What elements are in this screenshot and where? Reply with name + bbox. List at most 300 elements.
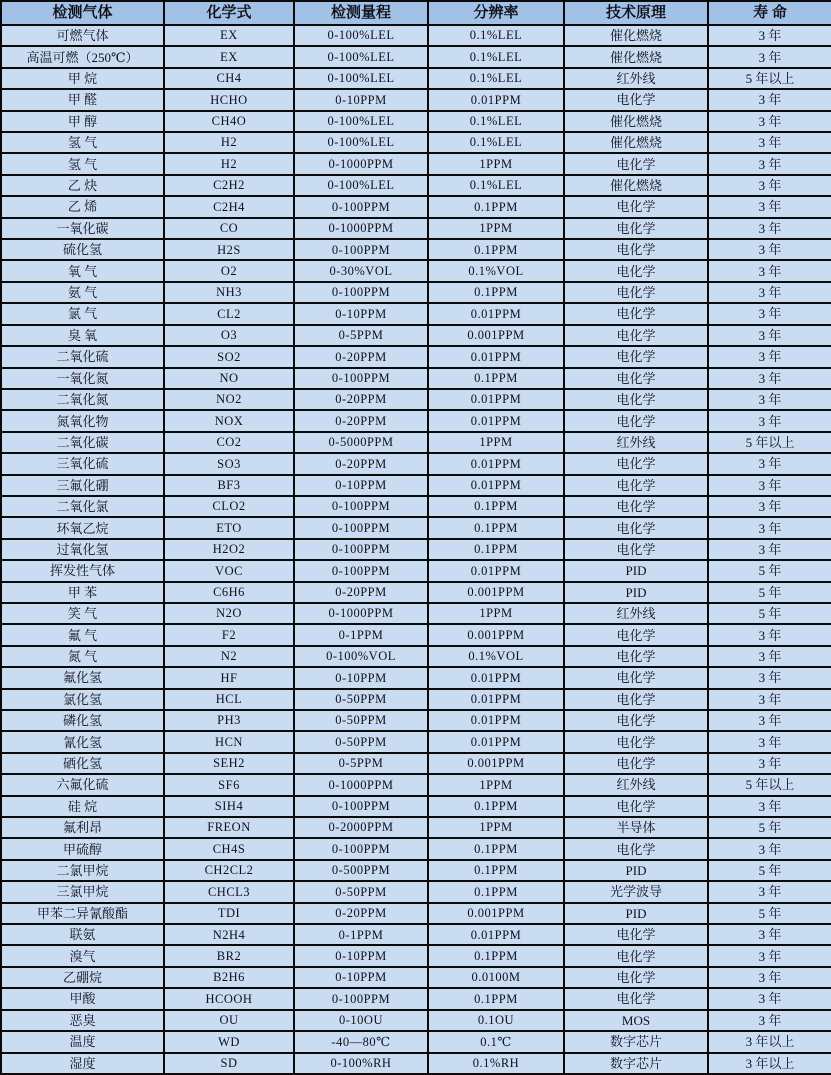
cell-gas-name: 氮 气 [1, 646, 164, 667]
table-row [1, 560, 831, 581]
cell-chemical-formula: CO2 [164, 432, 294, 453]
cell-resolution: 0.1%LEL [428, 175, 564, 196]
cell-detection-range: 0-100PPM [294, 368, 428, 389]
cell-technology: 电化学 [564, 89, 708, 110]
table-row [1, 838, 831, 859]
cell-chemical-formula: EX [164, 25, 294, 46]
cell-gas-name: 三氯甲烷 [1, 881, 164, 902]
cell-lifespan: 3 年以上 [708, 1031, 831, 1052]
cell-gas-name: 硫化氢 [1, 239, 164, 260]
cell-resolution: 0.01PPM [428, 710, 564, 731]
cell-gas-name: 氰化氢 [1, 731, 164, 752]
cell-chemical-formula: SF6 [164, 774, 294, 795]
cell-lifespan: 3 年 [708, 282, 831, 303]
table-row [1, 389, 831, 410]
cell-detection-range: 0-10PPM [294, 303, 428, 324]
cell-resolution: 0.1%RH [428, 1053, 564, 1075]
cell-detection-range: 0-10PPM [294, 667, 428, 688]
cell-chemical-formula: C6H6 [164, 582, 294, 603]
cell-chemical-formula: H2O2 [164, 539, 294, 560]
cell-detection-range: 0-20PPM [294, 410, 428, 431]
cell-detection-range: 0-100%LEL [294, 68, 428, 89]
cell-resolution: 0.1PPM [428, 881, 564, 902]
table-row [1, 753, 831, 774]
cell-lifespan: 3 年 [708, 218, 831, 239]
cell-chemical-formula: PH3 [164, 710, 294, 731]
cell-lifespan: 3 年 [708, 689, 831, 710]
cell-detection-range: 0-100PPM [294, 496, 428, 517]
cell-gas-name: 氢 气 [1, 153, 164, 174]
cell-resolution: 0.01PPM [428, 453, 564, 474]
cell-resolution: 0.01PPM [428, 346, 564, 367]
cell-lifespan: 3 年 [708, 838, 831, 859]
cell-lifespan: 3 年 [708, 303, 831, 324]
cell-technology: 电化学 [564, 239, 708, 260]
cell-detection-range: 0-1000PPM [294, 218, 428, 239]
cell-chemical-formula: NO [164, 368, 294, 389]
cell-detection-range: 0-100%LEL [294, 111, 428, 132]
cell-detection-range: 0-100%LEL [294, 46, 428, 67]
cell-detection-range: 0-100%LEL [294, 25, 428, 46]
cell-resolution: 0.1%LEL [428, 68, 564, 89]
cell-gas-name: 氯化氢 [1, 689, 164, 710]
cell-detection-range: 0-10PPM [294, 967, 428, 988]
cell-technology: 电化学 [564, 389, 708, 410]
cell-gas-name: 磷化氢 [1, 710, 164, 731]
cell-resolution: 1PPM [428, 603, 564, 624]
cell-gas-name: 二氧化碳 [1, 432, 164, 453]
cell-lifespan: 3 年 [708, 453, 831, 474]
cell-resolution: 0.1PPM [428, 796, 564, 817]
cell-detection-range: 0-50PPM [294, 881, 428, 902]
cell-chemical-formula: SD [164, 1053, 294, 1075]
cell-detection-range: 0-1PPM [294, 924, 428, 945]
cell-chemical-formula: ETO [164, 517, 294, 538]
cell-technology: 电化学 [564, 796, 708, 817]
cell-lifespan: 5 年以上 [708, 774, 831, 795]
table-row [1, 260, 831, 281]
cell-chemical-formula: C2H4 [164, 196, 294, 217]
cell-gas-name: 甲 醇 [1, 111, 164, 132]
cell-lifespan: 3 年 [708, 346, 831, 367]
cell-resolution: 0.1PPM [428, 988, 564, 1009]
cell-resolution: 1PPM [428, 432, 564, 453]
cell-lifespan: 5 年 [708, 603, 831, 624]
cell-resolution: 0.1OU [428, 1010, 564, 1031]
table-row [1, 517, 831, 538]
cell-detection-range: 0-20PPM [294, 582, 428, 603]
cell-chemical-formula: CLO2 [164, 496, 294, 517]
cell-resolution: 0.001PPM [428, 582, 564, 603]
cell-technology: 红外线 [564, 432, 708, 453]
cell-detection-range: 0-30%VOL [294, 260, 428, 281]
cell-resolution: 0.01PPM [428, 731, 564, 752]
cell-detection-range: 0-500PPM [294, 860, 428, 881]
cell-technology: MOS [564, 1010, 708, 1031]
cell-chemical-formula: FREON [164, 817, 294, 838]
cell-resolution: 0.1PPM [428, 838, 564, 859]
cell-chemical-formula: HCL [164, 689, 294, 710]
table-row [1, 903, 831, 924]
cell-gas-name: 二氧化氮 [1, 389, 164, 410]
cell-lifespan: 3 年 [708, 753, 831, 774]
cell-technology: 光学波导 [564, 881, 708, 902]
table-row [1, 1010, 831, 1031]
cell-chemical-formula: C2H2 [164, 175, 294, 196]
cell-resolution: 0.01PPM [428, 667, 564, 688]
cell-chemical-formula: EX [164, 46, 294, 67]
cell-technology: 电化学 [564, 303, 708, 324]
table-row [1, 132, 831, 153]
table-row [1, 539, 831, 560]
cell-resolution: 0.1%VOL [428, 260, 564, 281]
cell-technology: 电化学 [564, 988, 708, 1009]
cell-chemical-formula: CH4 [164, 68, 294, 89]
cell-gas-name: 一氧化碳 [1, 218, 164, 239]
table-row [1, 453, 831, 474]
cell-chemical-formula: HCOOH [164, 988, 294, 1009]
table-row [1, 475, 831, 496]
cell-gas-name: 甲 苯 [1, 582, 164, 603]
cell-detection-range: 0-100PPM [294, 838, 428, 859]
cell-detection-range: 0-10PPM [294, 945, 428, 966]
table-row [1, 774, 831, 795]
cell-technology: 电化学 [564, 646, 708, 667]
cell-gas-name: 联氨 [1, 924, 164, 945]
cell-chemical-formula: TDI [164, 903, 294, 924]
cell-chemical-formula: O3 [164, 325, 294, 346]
cell-technology: PID [564, 582, 708, 603]
cell-technology: 电化学 [564, 153, 708, 174]
cell-technology: 电化学 [564, 346, 708, 367]
cell-resolution: 0.1PPM [428, 239, 564, 260]
cell-lifespan: 3 年 [708, 325, 831, 346]
cell-chemical-formula: B2H6 [164, 967, 294, 988]
cell-technology: 电化学 [564, 218, 708, 239]
cell-lifespan: 3 年 [708, 46, 831, 67]
cell-detection-range: 0-10OU [294, 1010, 428, 1031]
cell-resolution: 0.1%LEL [428, 132, 564, 153]
cell-gas-name: 高温可燃（250℃） [1, 46, 164, 67]
cell-resolution: 0.1PPM [428, 496, 564, 517]
cell-detection-range: 0-50PPM [294, 731, 428, 752]
cell-technology: 电化学 [564, 624, 708, 645]
cell-resolution: 0.001PPM [428, 624, 564, 645]
column-header-range: 检测量程 [294, 1, 428, 25]
table-row [1, 410, 831, 431]
cell-chemical-formula: VOC [164, 560, 294, 581]
table-row [1, 624, 831, 645]
cell-chemical-formula: H2 [164, 132, 294, 153]
column-header-lifespan: 寿 命 [708, 1, 831, 25]
cell-technology: 催化燃烧 [564, 111, 708, 132]
cell-technology: 电化学 [564, 710, 708, 731]
table-row [1, 46, 831, 67]
cell-gas-name: 臭 氧 [1, 325, 164, 346]
table-row [1, 196, 831, 217]
table-row [1, 1, 831, 25]
cell-detection-range: 0-100PPM [294, 239, 428, 260]
cell-detection-range: 0-2000PPM [294, 817, 428, 838]
cell-lifespan: 5 年 [708, 903, 831, 924]
cell-technology: 数字芯片 [564, 1031, 708, 1052]
cell-chemical-formula: BR2 [164, 945, 294, 966]
cell-technology: PID [564, 903, 708, 924]
cell-chemical-formula: F2 [164, 624, 294, 645]
cell-detection-range: 0-20PPM [294, 453, 428, 474]
cell-lifespan: 3 年 [708, 539, 831, 560]
cell-resolution: 1PPM [428, 153, 564, 174]
cell-detection-range: 0-100PPM [294, 560, 428, 581]
table-row [1, 496, 831, 517]
cell-chemical-formula: WD [164, 1031, 294, 1052]
cell-detection-range: 0-100%RH [294, 1053, 428, 1075]
cell-gas-name: 氟化氢 [1, 667, 164, 688]
cell-chemical-formula: CH4O [164, 111, 294, 132]
cell-resolution: 0.001PPM [428, 903, 564, 924]
table-row [1, 646, 831, 667]
table-row [1, 325, 831, 346]
table-row [1, 111, 831, 132]
cell-detection-range: 0-1000PPM [294, 153, 428, 174]
cell-gas-name: 可燃气体 [1, 25, 164, 46]
cell-detection-range: 0-100PPM [294, 517, 428, 538]
cell-technology: 电化学 [564, 475, 708, 496]
cell-resolution: 0.01PPM [428, 924, 564, 945]
cell-gas-name: 恶臭 [1, 1010, 164, 1031]
cell-gas-name: 二氯甲烷 [1, 860, 164, 881]
cell-gas-name: 温度 [1, 1031, 164, 1052]
cell-gas-name: 甲硫醇 [1, 838, 164, 859]
cell-chemical-formula: OU [164, 1010, 294, 1031]
cell-lifespan: 5 年以上 [708, 68, 831, 89]
cell-gas-name: 甲酸 [1, 988, 164, 1009]
cell-technology: 电化学 [564, 282, 708, 303]
table-row [1, 817, 831, 838]
cell-gas-name: 笑 气 [1, 603, 164, 624]
cell-technology: 催化燃烧 [564, 46, 708, 67]
cell-resolution: 0.1PPM [428, 945, 564, 966]
cell-detection-range: 0-20PPM [294, 903, 428, 924]
column-header-resolution: 分辨率 [428, 1, 564, 25]
cell-detection-range: 0-100PPM [294, 539, 428, 560]
cell-detection-range: 0-100%VOL [294, 646, 428, 667]
cell-resolution: 0.1%LEL [428, 111, 564, 132]
table-row [1, 153, 831, 174]
cell-technology: 电化学 [564, 753, 708, 774]
cell-chemical-formula: HCN [164, 731, 294, 752]
cell-technology: PID [564, 560, 708, 581]
cell-gas-name: 三氧化硫 [1, 453, 164, 474]
cell-detection-range: 0-20PPM [294, 346, 428, 367]
cell-technology: 电化学 [564, 453, 708, 474]
cell-gas-name: 二氧化硫 [1, 346, 164, 367]
cell-lifespan: 3 年 [708, 496, 831, 517]
table-row [1, 1053, 831, 1075]
cell-gas-name: 氨 气 [1, 282, 164, 303]
cell-detection-range: 0-100PPM [294, 282, 428, 303]
cell-technology: 电化学 [564, 496, 708, 517]
table-row [1, 239, 831, 260]
cell-detection-range: 0-10PPM [294, 89, 428, 110]
cell-lifespan: 3 年 [708, 624, 831, 645]
cell-lifespan: 5 年 [708, 560, 831, 581]
cell-gas-name: 湿度 [1, 1053, 164, 1075]
cell-technology: 电化学 [564, 410, 708, 431]
cell-resolution: 0.1PPM [428, 860, 564, 881]
cell-lifespan: 3 年 [708, 881, 831, 902]
cell-gas-name: 氟 气 [1, 624, 164, 645]
cell-chemical-formula: CHCL3 [164, 881, 294, 902]
cell-technology: 电化学 [564, 731, 708, 752]
cell-resolution: 0.01PPM [428, 475, 564, 496]
cell-chemical-formula: N2 [164, 646, 294, 667]
cell-technology: 电化学 [564, 967, 708, 988]
cell-resolution: 1PPM [428, 774, 564, 795]
cell-resolution: 1PPM [428, 817, 564, 838]
table-row [1, 346, 831, 367]
cell-lifespan: 3 年 [708, 945, 831, 966]
cell-technology: 催化燃烧 [564, 175, 708, 196]
cell-chemical-formula: HCHO [164, 89, 294, 110]
cell-chemical-formula: NH3 [164, 282, 294, 303]
cell-technology: 电化学 [564, 260, 708, 281]
cell-detection-range: 0-10PPM [294, 475, 428, 496]
cell-gas-name: 过氧化氢 [1, 539, 164, 560]
cell-technology: PID [564, 860, 708, 881]
cell-resolution: 0.1PPM [428, 282, 564, 303]
cell-lifespan: 3 年以上 [708, 1053, 831, 1075]
cell-technology: 电化学 [564, 517, 708, 538]
cell-technology: 电化学 [564, 838, 708, 859]
cell-lifespan: 3 年 [708, 368, 831, 389]
cell-lifespan: 3 年 [708, 132, 831, 153]
cell-chemical-formula: N2O [164, 603, 294, 624]
column-header-formula: 化学式 [164, 1, 294, 25]
cell-technology: 电化学 [564, 196, 708, 217]
cell-resolution: 0.01PPM [428, 410, 564, 431]
cell-chemical-formula: NO2 [164, 389, 294, 410]
cell-resolution: 0.0100M [428, 967, 564, 988]
table-row [1, 218, 831, 239]
cell-gas-name: 硅 烷 [1, 796, 164, 817]
cell-technology: 催化燃烧 [564, 132, 708, 153]
cell-detection-range: 0-50PPM [294, 710, 428, 731]
table-row [1, 667, 831, 688]
cell-chemical-formula: CH2CL2 [164, 860, 294, 881]
cell-chemical-formula: H2 [164, 153, 294, 174]
cell-gas-name: 三氟化硼 [1, 475, 164, 496]
cell-chemical-formula: SEH2 [164, 753, 294, 774]
table-row [1, 860, 831, 881]
cell-lifespan: 3 年 [708, 410, 831, 431]
cell-gas-name: 乙 烯 [1, 196, 164, 217]
cell-resolution: 0.1PPM [428, 539, 564, 560]
cell-detection-range: 0-1PPM [294, 624, 428, 645]
cell-lifespan: 3 年 [708, 667, 831, 688]
cell-lifespan: 3 年 [708, 924, 831, 945]
cell-detection-range: 0-100%LEL [294, 175, 428, 196]
cell-lifespan: 3 年 [708, 517, 831, 538]
cell-lifespan: 3 年 [708, 988, 831, 1009]
cell-gas-name: 二氧化氯 [1, 496, 164, 517]
table-row [1, 25, 831, 46]
cell-lifespan: 3 年 [708, 475, 831, 496]
cell-technology: 催化燃烧 [564, 25, 708, 46]
cell-lifespan: 3 年 [708, 260, 831, 281]
cell-resolution: 0.01PPM [428, 389, 564, 410]
cell-technology: 红外线 [564, 774, 708, 795]
cell-lifespan: 3 年 [708, 646, 831, 667]
cell-lifespan: 5 年 [708, 860, 831, 881]
cell-technology: 电化学 [564, 667, 708, 688]
cell-chemical-formula: CL2 [164, 303, 294, 324]
table-row [1, 89, 831, 110]
cell-chemical-formula: CO [164, 218, 294, 239]
cell-chemical-formula: SO3 [164, 453, 294, 474]
cell-detection-range: 0-20PPM [294, 389, 428, 410]
table-row [1, 282, 831, 303]
cell-detection-range: -40—80℃ [294, 1031, 428, 1052]
table-row [1, 710, 831, 731]
cell-detection-range: 0-5PPM [294, 325, 428, 346]
table-row [1, 175, 831, 196]
cell-lifespan: 5 年 [708, 582, 831, 603]
cell-technology: 电化学 [564, 325, 708, 346]
cell-technology: 半导体 [564, 817, 708, 838]
table-row [1, 881, 831, 902]
cell-detection-range: 0-100PPM [294, 796, 428, 817]
cell-gas-name: 溴气 [1, 945, 164, 966]
cell-resolution: 0.1PPM [428, 196, 564, 217]
cell-chemical-formula: O2 [164, 260, 294, 281]
cell-detection-range: 0-50PPM [294, 689, 428, 710]
table-row [1, 603, 831, 624]
table-row [1, 368, 831, 389]
cell-lifespan: 3 年 [708, 710, 831, 731]
cell-gas-name: 挥发性气体 [1, 560, 164, 581]
cell-detection-range: 0-100PPM [294, 988, 428, 1009]
cell-gas-name: 环氧乙烷 [1, 517, 164, 538]
cell-resolution: 0.01PPM [428, 689, 564, 710]
cell-detection-range: 0-5000PPM [294, 432, 428, 453]
cell-detection-range: 0-100%LEL [294, 132, 428, 153]
cell-technology: 电化学 [564, 539, 708, 560]
cell-detection-range: 0-1000PPM [294, 774, 428, 795]
cell-technology: 电化学 [564, 368, 708, 389]
cell-gas-name: 甲苯二异氰酸酯 [1, 903, 164, 924]
table-row [1, 796, 831, 817]
table-row [1, 731, 831, 752]
cell-lifespan: 3 年 [708, 239, 831, 260]
cell-lifespan: 5 年 [708, 817, 831, 838]
table-header-row [1, 1, 831, 25]
cell-gas-name: 硒化氢 [1, 753, 164, 774]
cell-gas-name: 氯 气 [1, 303, 164, 324]
cell-chemical-formula: SO2 [164, 346, 294, 367]
cell-gas-name: 甲 醛 [1, 89, 164, 110]
table-row [1, 945, 831, 966]
table-row [1, 432, 831, 453]
cell-chemical-formula: H2S [164, 239, 294, 260]
cell-lifespan: 3 年 [708, 25, 831, 46]
cell-resolution: 0.01PPM [428, 89, 564, 110]
cell-gas-name: 氢 气 [1, 132, 164, 153]
cell-resolution: 0.1%VOL [428, 646, 564, 667]
cell-chemical-formula: CH4S [164, 838, 294, 859]
cell-chemical-formula: BF3 [164, 475, 294, 496]
cell-technology: 电化学 [564, 689, 708, 710]
